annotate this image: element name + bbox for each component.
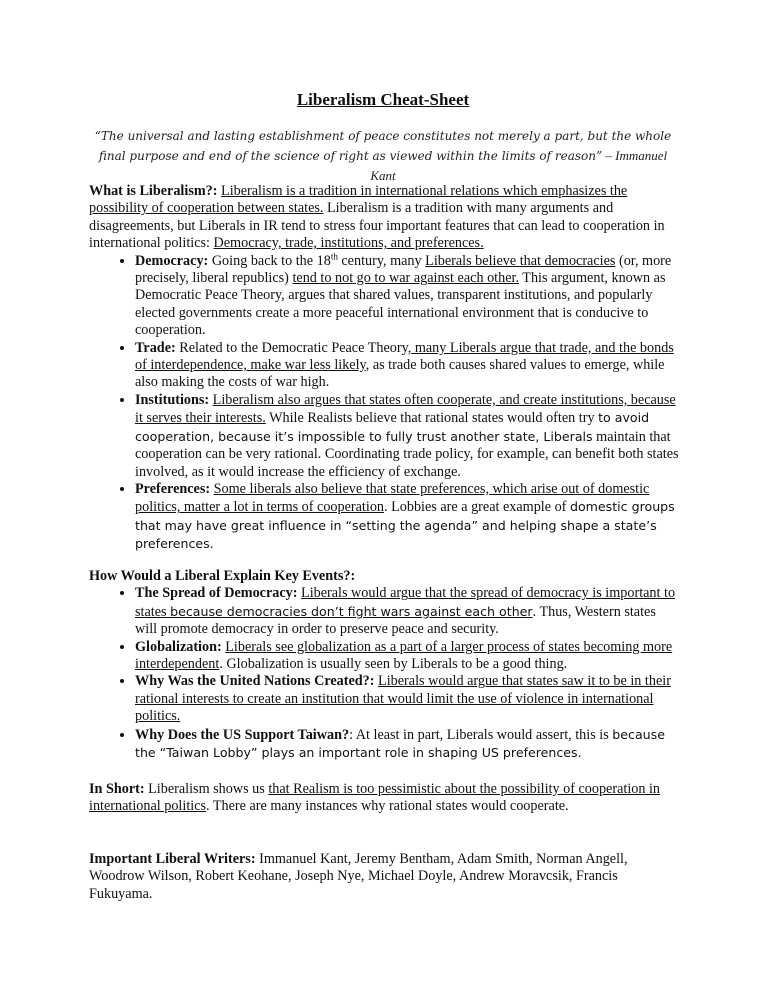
list-item-spread-of-democracy: • The Spread of Democracy: Liberals would argue that the spread of democracy is important to states because democracies don’t fight wars against each other. Thus, Western states will promote democracy in order to preserve peace and security. (135, 585, 679, 638)
section-in-short: In Short: Liberalism shows us that Realism is too pessimistic about the possibility of cooperation in international politics. There are many instances why rational states would cooperate. (89, 781, 661, 815)
list-item-trade: • Trade: Related to the Democratic Peace Theory, many Liberals argue that trade, and the bonds of interdependence, make war less likely, as trade both causes shared values to emerge, while also making the costs of war high. (135, 340, 679, 392)
list-item-united-nations: • Why Was the United Nations Created?: Liberals would argue that states saw it to be in their rational interests to create an institution that would limit the use of violence in international politics. (135, 673, 679, 725)
list-item-taiwan: • Why Does the US Support Taiwan?: At least in part, Liberals would assert, this is because the “Taiwan Lobby” plays an important role in shaping US preferences. (135, 726, 679, 763)
kant-quote (89, 126, 677, 186)
section-key-events (89, 568, 679, 762)
list-item-preferences: • Preferences: Some liberals also believe that state preferences, which arise out of domestic politics, matter a lot in terms of cooperation. Lobbies are a great example of domestic groups that may have great influence in “setting the agenda” and helping shape a state’s preferences. (135, 481, 679, 554)
list-item-democracy: • Democracy: Going back to the 18th century, many Liberals believe that democracies (or, more precisely, liberal republics) tend to not go to war against each other. This argument, known as Democratic Peace Theory, argues that shared values, transparent institutions, and popularly elected governments create a more peaceful international environment that is conducive to cooperation. (135, 253, 679, 340)
list-item-globalization: • Globalization: Liberals see globalization as a part of a larger process of states becoming more interdependent. Globalization is usually seen by Liberals to be a good thing. (135, 639, 679, 674)
what-is-paragraph: What is Liberalism?: Liberalism is a tradition in international relations which emphasizes the possibility of cooperation between states. Liberalism is a tradition with many arguments and disagreements, but Liberals in IR tend to stress four important features that can lead to cooperation in international politics: Democracy, trade, institutions, and preferences. (89, 183, 665, 252)
feature-list (89, 250, 679, 554)
section-liberal-writers: Important Liberal Writers: Immanuel Kant, Jeremy Bentham, Adam Smith, Norman Angell, Woodrow Wilson, Robert Keohane, Joseph Nye, Michael Doyle, Andrew Moravcsik, Francis Fukuyama. (89, 851, 628, 902)
key-events-list (89, 585, 679, 762)
section-what-is-liberalism (89, 183, 679, 554)
what-is-heading: What is Liberalism?: (89, 183, 218, 199)
in-short-heading: In Short: (89, 781, 145, 797)
writers-heading: Important Liberal Writers: (89, 851, 256, 867)
quote-text: “The universal and lasting establishment of peace constitutes not merely a part, but the whole final purpose and end of the science of right as viewed within the limits of reason” (94, 129, 672, 163)
quote-author: – Immanuel Kant (370, 148, 668, 183)
list-item-institutions: • Institutions: Liberalism also argues that states often cooperate, and create institutions, because it serves their interests. While Realists believe that rational states would often try to avoid cooperation, because it’s impossible to fully trust another state, Liberals maintain that cooperation can be very rational. Coordinating trade policy, for example, can benefit both states involved, as it would increase the efficiency of exchange. (135, 392, 679, 481)
key-events-heading: How Would a Liberal Explain Key Events?: (89, 568, 356, 584)
document-title: Liberalism Cheat-Sheet (296, 90, 470, 109)
